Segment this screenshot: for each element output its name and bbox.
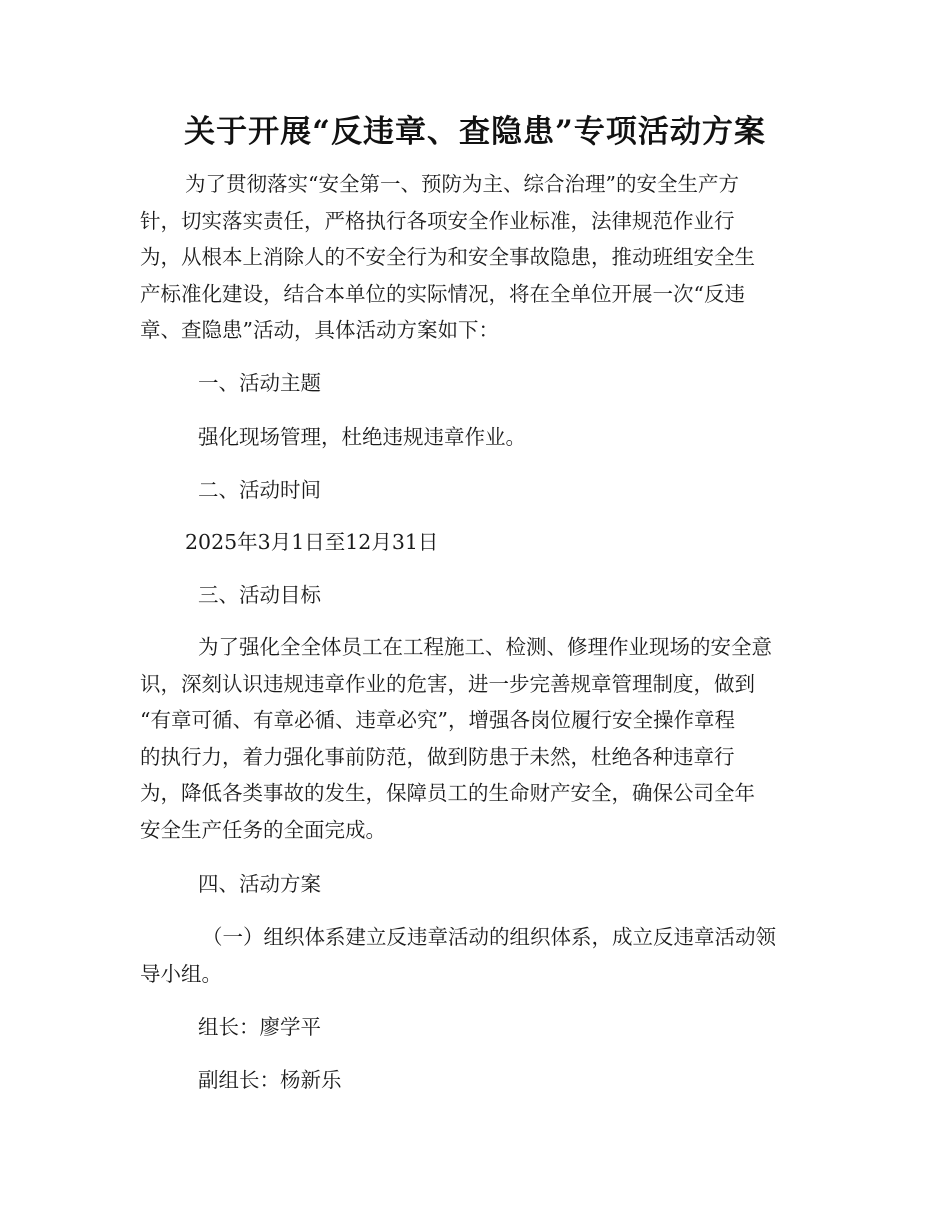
section3-paragraph (140, 629, 810, 849)
section3-line: 安全生产任务的全面完成。 (140, 817, 386, 842)
section2-body-block (140, 524, 810, 561)
deputy-leader-line: 副组长：杨新乐 (198, 1068, 342, 1092)
section2-heading-block (140, 472, 810, 509)
intro-line: 为，从根本上消除人的不安全行为和安全事故隐患，推动班组安全生 (140, 245, 755, 270)
section-heading: 三、活动目标 (198, 583, 321, 607)
section3-heading-block (140, 577, 810, 614)
section3-line: 为了强化全全体员工在工程施工、检测、修理作业现场的安全意 (198, 635, 772, 659)
section-heading: 一、活动主题 (198, 371, 321, 395)
section3-line: 为，降低各类事故的发生，保障员工的生命财产安全，确保公司全年 (140, 781, 755, 806)
intro-line: 章、查隐患”活动，具体活动方案如下： (140, 318, 499, 343)
section4-heading-block (140, 866, 810, 903)
leader-line: 组长：廖学平 (198, 1015, 321, 1039)
document-title: 关于开展“反违章、查隐患”专项活动方案 (184, 114, 766, 150)
section-heading: 四、活动方案 (198, 872, 321, 896)
section1-body-block (140, 419, 810, 456)
leader-block (140, 1009, 810, 1046)
section4-sub1-line: （一）组织体系建立反违章活动的组织体系，成立反违章活动领 (202, 925, 776, 949)
intro-paragraph (140, 166, 810, 349)
section4-sub1-line: 导小组。 (140, 961, 222, 986)
section-heading: 二、活动时间 (198, 478, 321, 502)
section3-line: 的执行力，着力强化事前防范，做到防患于未然，杜绝各种违章行 (140, 744, 735, 769)
intro-line: 针，切实落实责任，严格执行各项安全作业标准，法律规范作业行 (140, 208, 735, 233)
section1-heading-block (140, 365, 810, 402)
section3-line: 识，深刻认识违规违章作业的危害，进一步完善规章管理制度，做到 (140, 671, 755, 696)
intro-line: 产标准化建设，结合本单位的实际情况，将在全单位开展一次“反违 (140, 281, 745, 306)
section-body: 强化现场管理，杜绝违规违章作业。 (198, 425, 526, 449)
section4-sub1-paragraph (140, 919, 810, 992)
section-body: 2025年3月1日至12月31日 (185, 530, 439, 554)
section3-line: “有章可循、有章必循、违章必究”，增强各岗位履行安全操作章程 (140, 708, 735, 733)
intro-line: 为了贯彻落实“安全第一、预防为主、综合治理”的安全生产方 (185, 172, 739, 196)
deputy-leader-block (140, 1062, 810, 1099)
